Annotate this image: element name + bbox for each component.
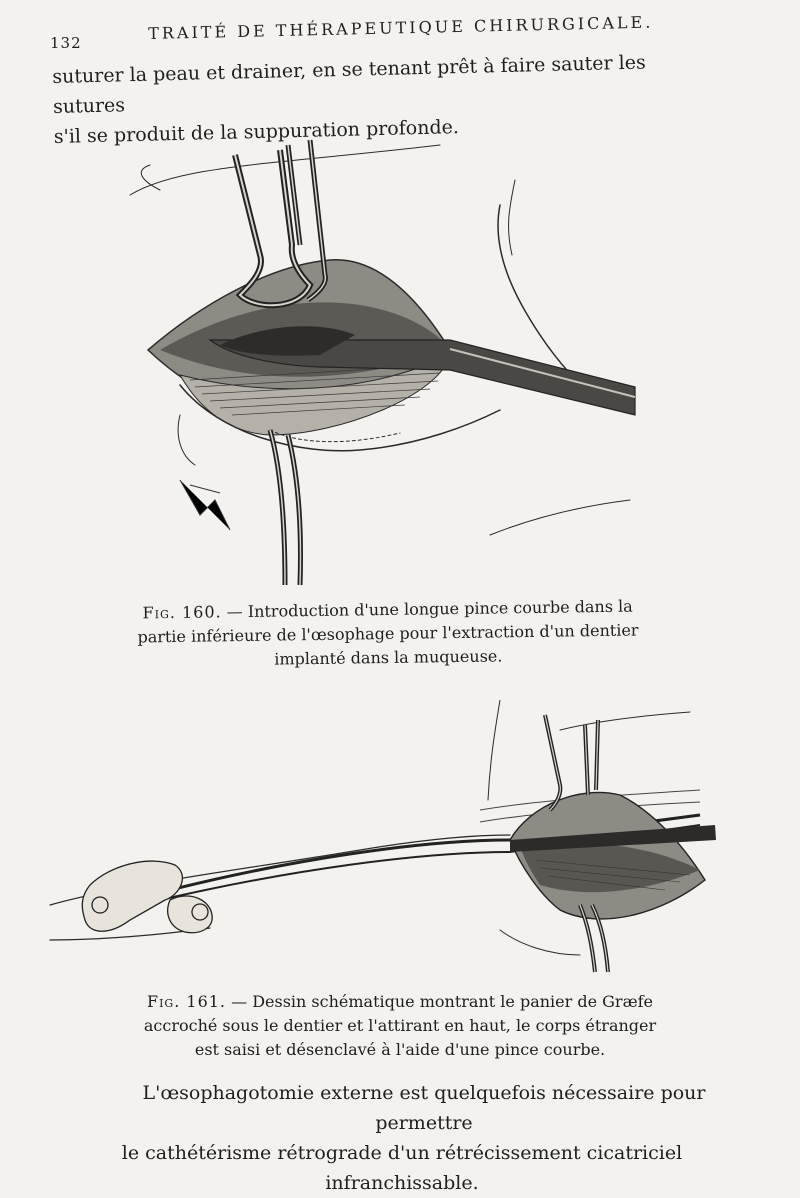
figure-label: Fig. 161. bbox=[146, 992, 227, 1011]
intro-line: s'il se produit de la suppuration profonde. bbox=[53, 116, 460, 148]
figure-label: Fig. 160. bbox=[142, 602, 222, 623]
page-number: 132 bbox=[50, 34, 82, 52]
intro-line: suturer la peau et drainer, en se tenant prêt à faire sauter les sutures bbox=[52, 51, 646, 118]
caption-line: partie inférieure de l'œsophage pour l'extraction d'un dentier bbox=[137, 620, 639, 647]
figure-160-illustration bbox=[120, 135, 650, 595]
figure-160-caption bbox=[128, 594, 649, 673]
caption-line: implanté dans la muqueuse. bbox=[274, 646, 503, 669]
outro-paragraph bbox=[52, 1078, 752, 1198]
figure-161-illustration bbox=[40, 700, 740, 980]
caption-text: — Dessin schématique montrant le panier de Græfe bbox=[231, 992, 654, 1011]
figure-161-caption bbox=[135, 990, 665, 1062]
running-head: TRAITÉ DE THÉRAPEUTIQUE CHIRURGICALE. bbox=[148, 12, 654, 43]
outro-line: L'œsophagotomie externe est quelquefois nécessaire pour permettre bbox=[142, 1082, 706, 1134]
caption-text: — Introduction d'une longue pince courbe dans la bbox=[226, 596, 633, 622]
caption-line: accroché sous le dentier et l'attirant en haut, le corps étranger bbox=[143, 1016, 657, 1035]
caption-line: est saisi et désenclavé à l'aide d'une pince courbe. bbox=[194, 1040, 606, 1059]
caption-line bbox=[135, 990, 665, 1014]
outro-line: le cathétérisme rétrograde d'un rétrécissement cicatriciel infranchissable. bbox=[121, 1142, 683, 1194]
